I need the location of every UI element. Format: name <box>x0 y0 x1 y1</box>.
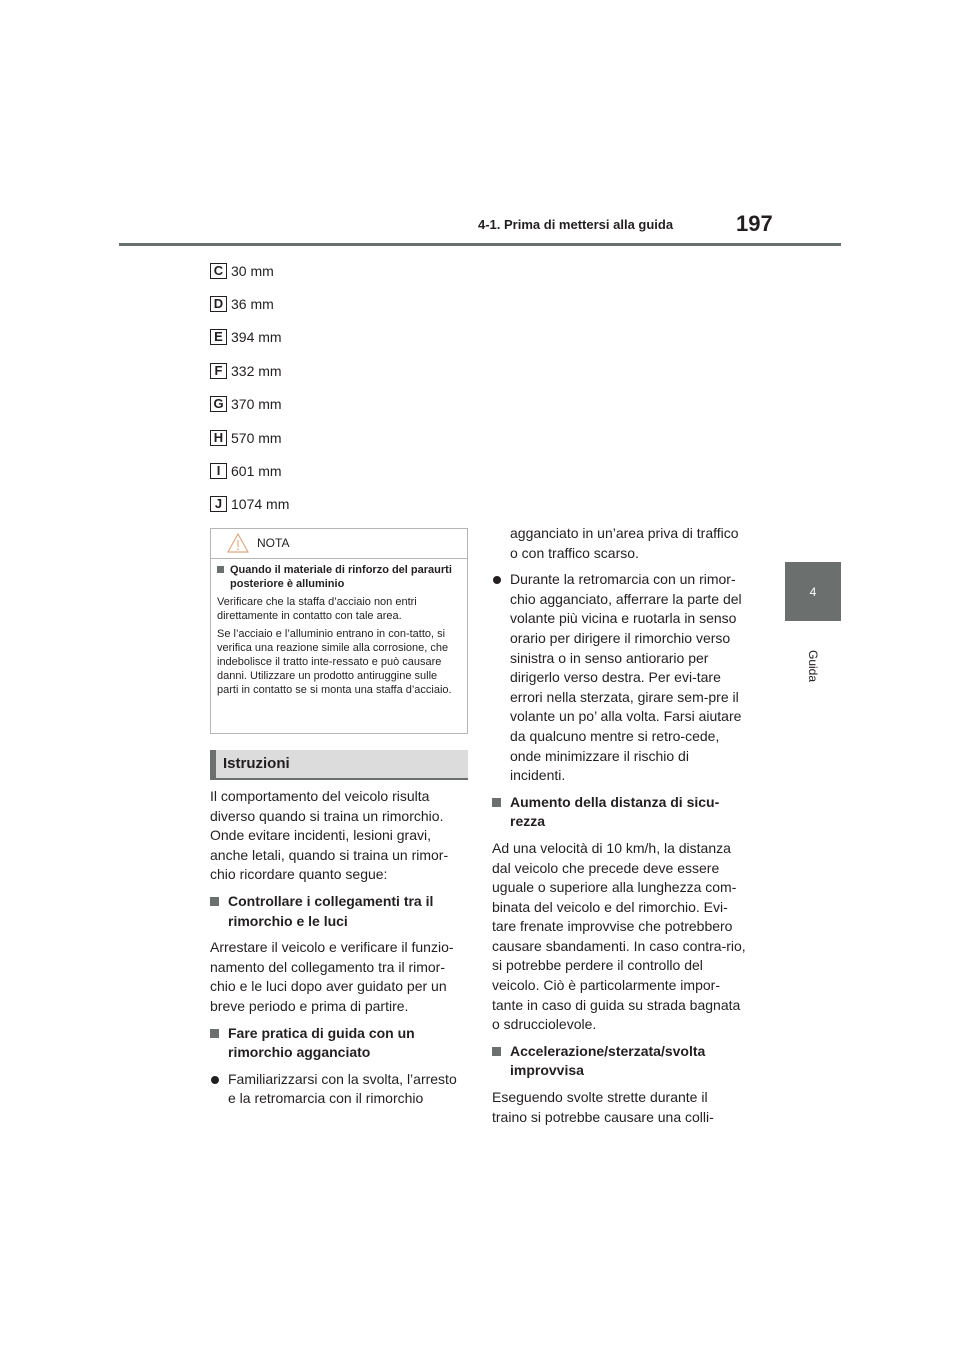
section-accent <box>210 750 216 778</box>
dimension-value: 1074 mm <box>231 496 290 512</box>
bullet-item <box>492 570 746 786</box>
dimension-letter: I <box>210 463 227 479</box>
bullet-item <box>210 1070 468 1109</box>
square-bullet-icon <box>210 897 219 906</box>
dimension-value: 370 mm <box>231 396 282 412</box>
dimension-item <box>210 261 274 281</box>
note-box <box>210 528 468 734</box>
bullet-text: Durante la retromarcia con un rimor-chio agganciato, afferrare la parte del volante più vicina e ruotarla in senso orario per dirigere il rimorchio verso sinistra o in senso antiorario per dirigerlo verso destra. Per evi-tare errori nella sterzata, girare sem-pre il volante un po’ alla volta. Farsi aiutare da qualcuno mentre si retro-cede, onde minimizzare il rischio di incidenti. <box>510 571 742 784</box>
note-label: NOTA <box>257 536 290 550</box>
note-paragraph: Se l’acciaio e l’alluminio entrano in con-tatto, si verifica una reazione simile alla corrosione, che indebolisce il tratto inte-ressato e può causare danni. Utilizzare un prodotto antiruggine sulle parti in contatto se si monta una staffa d’acciaio. <box>217 628 452 696</box>
dimension-item <box>210 361 282 381</box>
body-paragraph: Eseguendo svolte strette durante il traino si potrebbe causare una colli- <box>492 1089 714 1125</box>
section-heading <box>210 750 468 780</box>
dimension-letter: J <box>210 496 227 512</box>
note-title <box>217 563 461 591</box>
square-bullet-icon <box>492 1047 501 1056</box>
dimension-item <box>210 394 282 414</box>
dimension-value: 30 mm <box>231 263 274 279</box>
square-bullet-icon <box>210 1029 219 1038</box>
dimension-item <box>210 327 282 347</box>
dimension-value: 36 mm <box>231 296 274 312</box>
left-column <box>210 787 468 1109</box>
square-bullet-icon <box>492 798 501 807</box>
note-header <box>211 529 467 559</box>
subheading <box>492 1042 746 1081</box>
chapter-tab: 4 <box>785 562 841 621</box>
subheading-text: Controllare i collegamenti tra il rimorchio e le luci <box>228 892 434 929</box>
note-body <box>211 559 467 697</box>
right-column <box>492 524 746 1127</box>
intro-paragraph: Il comportamento del veicolo risulta diverso quando si traina un rimorchio. Onde evitare incidenti, lesioni gravi, anche letali, quando si traina un rimor-chio ricordare quanto segue: <box>210 788 449 883</box>
subheading-text: Fare pratica di guida con un rimorchio agganciato <box>228 1024 415 1061</box>
dimension-value: 601 mm <box>231 463 282 479</box>
square-bullet-icon <box>217 566 224 573</box>
dimension-item <box>210 461 282 481</box>
bullet-continuation: agganciato in un’area priva di traffico o con traffico scarso. <box>510 525 739 561</box>
bullet-dot-icon <box>493 576 501 584</box>
note-paragraph: Verificare che la staffa d’acciaio non entri direttamente in contatto con tale area. <box>217 596 417 622</box>
dimension-letter: E <box>210 329 227 345</box>
header-section-title: 4-1. Prima di mettersi alla guida <box>478 217 674 232</box>
bullet-text: Familiarizzarsi con la svolta, l’arresto e la retromarcia con il rimorchio <box>228 1070 457 1107</box>
chapter-label: Guida <box>806 650 820 683</box>
dimension-letter: F <box>210 363 227 379</box>
subheading-text: Accelerazione/sterzata/svolta improvvisa <box>510 1042 706 1079</box>
bullet-dot-icon <box>211 1076 219 1084</box>
subheading <box>210 892 468 931</box>
subheading <box>492 793 746 832</box>
note-title-text: Quando il materiale di rinforzo del paraurti posteriore è alluminio <box>230 564 452 590</box>
page-number: 197 <box>736 211 773 236</box>
body-paragraph: Arrestare il veicolo e verificare il funzio-namento del collegamento tra il rimor-chio e le luci dopo aver guidato per un breve periodo e prima di partire. <box>210 939 454 1014</box>
dimension-value: 394 mm <box>231 329 282 345</box>
subheading <box>210 1024 468 1063</box>
dimension-value: 570 mm <box>231 430 282 446</box>
dimension-item <box>210 494 289 514</box>
dimension-item <box>210 428 282 448</box>
dimension-item <box>210 294 274 314</box>
header-rule <box>119 243 841 246</box>
dimension-letter: D <box>210 296 227 312</box>
dimension-letter: C <box>210 263 227 279</box>
dimension-letter: H <box>210 430 227 446</box>
warning-triangle-icon <box>227 533 249 553</box>
dimension-letter: G <box>210 396 227 412</box>
body-paragraph: Ad una velocità di 10 km/h, la distanza dal veicolo che precede deve essere uguale o superiore alla lunghezza com-binata del veicolo e del rimorchio. Evi-tare frenate improvvise che potrebbero causare sbandamenti. In caso contra-rio, si potrebbe perdere il controllo del veicolo. Ciò è particolarmente impor-tante in caso di guida su strada bagnata o sdrucciolevole. <box>492 839 746 1033</box>
section-title: Istruzioni <box>223 755 290 772</box>
subheading-text: Aumento della distanza di sicu-rezza <box>510 793 720 830</box>
dimension-value: 332 mm <box>231 363 282 379</box>
